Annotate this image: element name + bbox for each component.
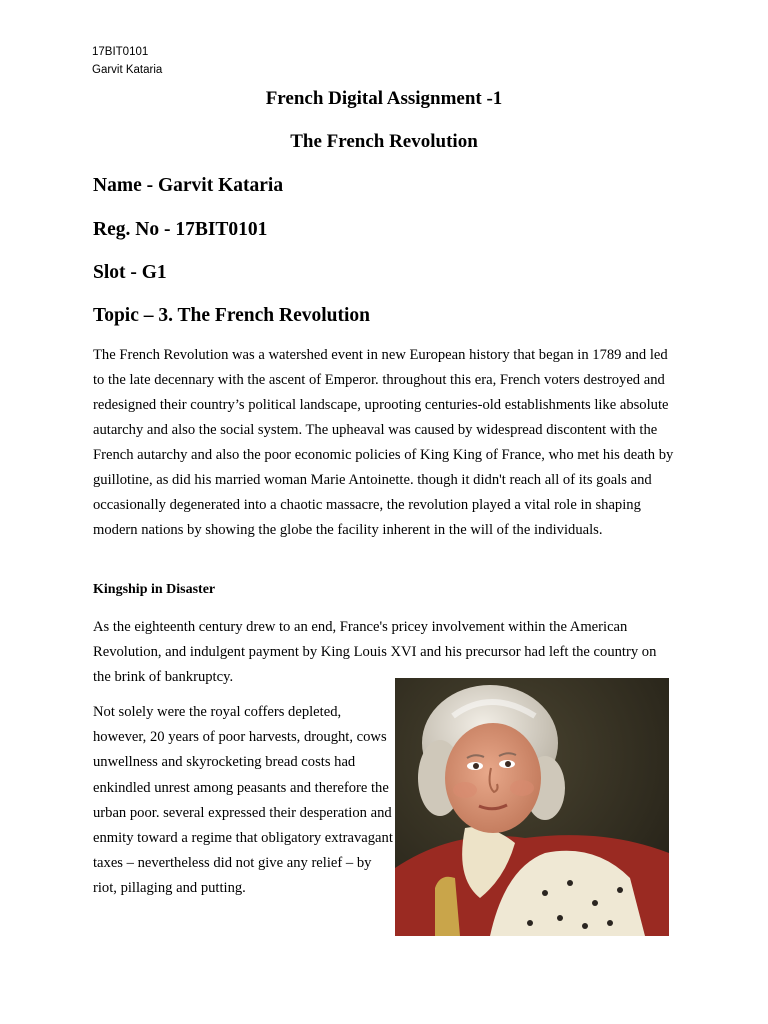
topic-field: Topic – 3. The French Revolution	[93, 305, 371, 326]
student-name-field: Name - Garvit Kataria	[93, 175, 284, 196]
slot-field: Slot - G1	[93, 262, 167, 283]
header-student-name: Garvit Kataria	[92, 64, 163, 76]
reg-number-field: Reg. No - 17BIT0101	[93, 219, 268, 240]
unrest-paragraph: Not solely were the royal coffers depleted, however, 20 years of poor harvests, drought, cows unwellness and skyrocketing bread costs had enkindled unrest among peasants and therefore the urban poor. several expressed their desperation and enmity toward a regime that obligatory extravagant taxes – nevertheless did not give any relief – by riot, pillaging and putting.	[93, 704, 393, 897]
bankruptcy-paragraph: As the eighteenth century drew to an end, France's pricey involvement within the American Revolution, and indulgent payment by King Louis XVI and his precursor had left the country on the brink of bankruptcy.	[93, 619, 657, 685]
section-heading: Kingship in Disaster	[93, 582, 216, 597]
document-subtitle: The French Revolution	[290, 131, 478, 152]
header-reg-number: 17BIT0101	[92, 46, 149, 58]
king-louis-portrait	[395, 678, 669, 936]
intro-paragraph: The French Revolution was a watershed event in new European history that began in 1789 and led to the late decennary with the ascent of Emperor. throughout this era, French voters destroyed and redesigned their country’s political landscape, uprooting centuries-old establishments like absolute autarchy and also the social system. The upheaval was caused by widespread discontent with the French autarchy and also the poor economic policies of King King of France, who met his death by guillotine, as did his married woman Marie Antoinette. though it didn't reach all of its goals and occasionally degenerated into a chaotic massacre, the revolution played a vital role in shaping modern nations by showing the globe the facility inherent in the will of the individuals.	[93, 347, 674, 538]
assignment-title: French Digital Assignment -1	[265, 88, 503, 109]
document-header	[92, 43, 162, 79]
